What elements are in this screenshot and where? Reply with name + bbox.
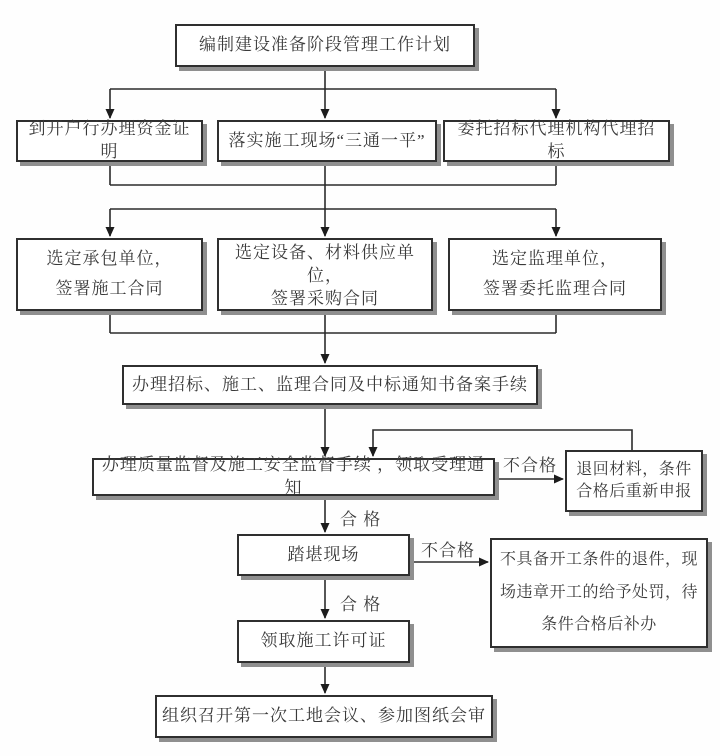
node-supplier: [217, 238, 433, 311]
node-site-prep: [217, 120, 437, 162]
node-return-materials-line2: 合格后重新申报: [576, 483, 692, 500]
node-bid-agency: [443, 120, 670, 162]
node-first-meeting-label: 组织召开第一次工地会议、参加图纸会审: [162, 706, 486, 726]
node-site-visit-label: 踏堪现场: [287, 544, 360, 564]
node-permit: [237, 620, 410, 663]
node-supplier-line1: 选定设备、材料供应单位，: [235, 243, 415, 285]
label-not-qualified-2: 不合格: [421, 541, 475, 560]
node-filing-label: 办理招标、施工、监理合同及中标通知书备案手续: [132, 374, 528, 394]
node-first-meeting: [155, 695, 493, 738]
node-reject-punish-line1: 不具备开工条件的退件，现: [499, 550, 698, 568]
label-qualified-1: 合 格: [340, 510, 382, 529]
node-contractor: [16, 238, 203, 311]
node-supervisor-line2: 签署委托监理合同: [483, 278, 627, 298]
node-quality-safety: [92, 455, 495, 497]
node-plan-label: 编制建设准备阶段管理工作计划: [199, 35, 451, 55]
node-supervisor: [448, 238, 662, 311]
node-return-materials-line1: 退回材料，条件: [576, 461, 692, 479]
node-permit-label: 领取施工许可证: [260, 631, 387, 651]
node-supervisor-line1: 选定监理单位，: [492, 249, 618, 269]
node-site-visit: [237, 534, 410, 576]
node-fund-cert: [16, 120, 203, 162]
node-contractor-line2: 签署施工合同: [55, 278, 164, 298]
node-return-materials: [565, 450, 703, 512]
node-fund-cert-label: 到开户行办理资金证明: [28, 119, 191, 161]
node-plan: [175, 24, 475, 67]
node-quality-safety-label: 办理质量监督及施工安全监督手续 ，领取受理通知: [101, 455, 486, 497]
node-supplier-line2: 签署采购合同: [271, 288, 379, 308]
node-filing: [122, 365, 538, 405]
node-reject-punish-line3: 条件合格后补办: [541, 616, 657, 634]
node-contractor-line1: 选定承包单位，: [46, 249, 173, 269]
label-not-qualified-1: 不合格: [503, 456, 557, 475]
node-reject-punish-line2: 场违章开工的给予处罚，待: [499, 583, 698, 601]
node-bid-agency-label: 委托招标代理机构代理招标: [457, 119, 656, 161]
node-site-prep-label: 落实施工现场“三通一平”: [228, 130, 426, 150]
node-reject-punish: [490, 538, 708, 648]
label-qualified-2: 合 格: [340, 595, 382, 614]
